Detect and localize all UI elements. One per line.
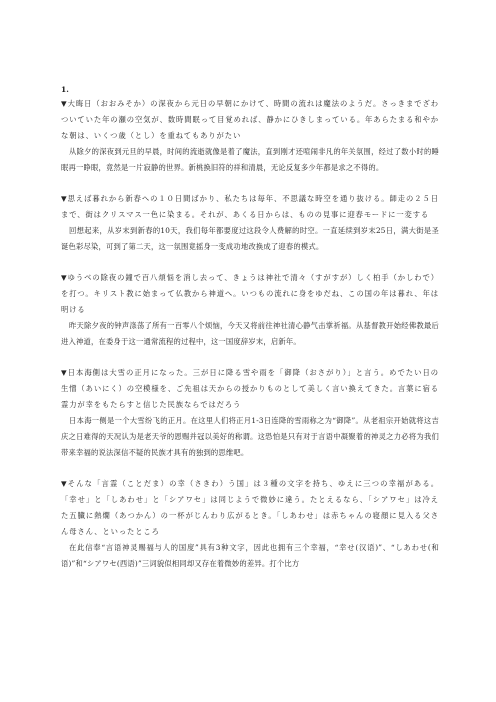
section-number: 1. [61,85,69,94]
chinese-paragraph: 昨天除夕夜的钟声涤荡了所有一百零八个烦恼，今天又将前往神社清心静气击掌祈福。从基督教开始经佛教最后进入神道，在委身于这一通常流程的过程中，这一国度辞岁末，启新年。 [61,321,439,346]
paragraph-pair [61,191,439,255]
paragraph-pair [61,96,439,176]
japanese-paragraph: ▼大晦日（おおみそか）の深夜から元日の早朝にかけて、時間の流れは魔法のようだ。さっきまでざわついていた年の瀬の空気が、数時間眠って目覚めれば、静かにひきしまっている。年あらたまる和やかな朝は、いくつ歳（とし）を重ねてもありがたい [61,99,439,140]
chinese-paragraph: 日本海一侧是一个大雪纷飞的正月。在这里人们将正月1-3日连降的雪雨称之为“御降”。从老祖宗开始就将这吉庆之日难得的天况认为是老天爷的恩赐并冠以美好的称谓。这恐怕是只有对于言语中凝聚着的神灵之力必将为我们带来幸福的说法深信不疑的民族才具有的独到的思维吧。 [61,416,439,457]
chinese-paragraph: 从除夕的深夜到元旦的早晨，时间的流逝就像是着了魔法，直到刚才还喧闹非凡的年关氛围，经过了数小时的睡眠再一睁眼，竟然是一片寂静的世界。新桃换旧符的祥和清晨，无论反复多少年都是求之不得的。 [61,147,439,172]
chinese-paragraph: 在此信奉“言语神灵赐福与人的国度”具有3种文字，因此也拥有三个幸福，“幸せ(汉语)”、“しあわせ(和语)”和“シアワセ(西语)”三词貌似相同却又存在着微妙的差异。打个比方 [61,543,439,568]
japanese-paragraph: ▼日本海側は大雪の正月になった。三が日に降る雪や雨を「御降（おさがり）」と言う。めでたい日の生憎（あいにく）の空模様を、ご先祖は天からの授かりものとして美しく言い換えてきた。言葉に宿る霊力が幸をもたらすと信じた民族ならではだろう [61,368,439,409]
document-body [61,84,439,587]
japanese-paragraph: ▼そんな「言霊（ことだま）の幸（さきわ）う国」は３種の文字を持ち、ゆえに三つの幸福がある。「幸せ」と「しあわせ」と「シアワセ」は同じようで微妙に違う。たとえるなら、「シアワセ」は冷えた五臓に熱燗（あつかん）の一杯がじんわり広がるとき。「しあわせ」は赤ちゃんの寝顔に見入る父さん母さん、といったところ [61,479,439,536]
japanese-paragraph: ▼思えば暮れから新春への１０日間ばかり、私たちは毎年、不思議な時空を通り抜ける。師走の２５日まで、街はクリスマス一色に染まる。それが、あくる日からは、ものの見事に迎春モードに一変する [61,194,439,219]
paragraph-pair [61,476,439,572]
paragraph-pair [61,365,439,461]
paragraph-pair [61,270,439,350]
japanese-paragraph: ▼ゆうべの除夜の鐘で百八煩悩を消し去って、きょうは神社で清々（すがすが）しく柏手（かしわで）を打つ。キリスト教に始まって仏教から神道へ。いつもの流れに身をゆだね、この国の年は暮れ、年は明ける [61,273,439,314]
chinese-paragraph: 回想起来，从岁末到新春的10天，我们每年都要度过这段令人费解的时空。一直延续到岁末25日，满大街是圣诞色彩尽染，可到了第二天，这一氛围竟摇身一变成功地改换成了迎春的模式。 [61,226,439,251]
